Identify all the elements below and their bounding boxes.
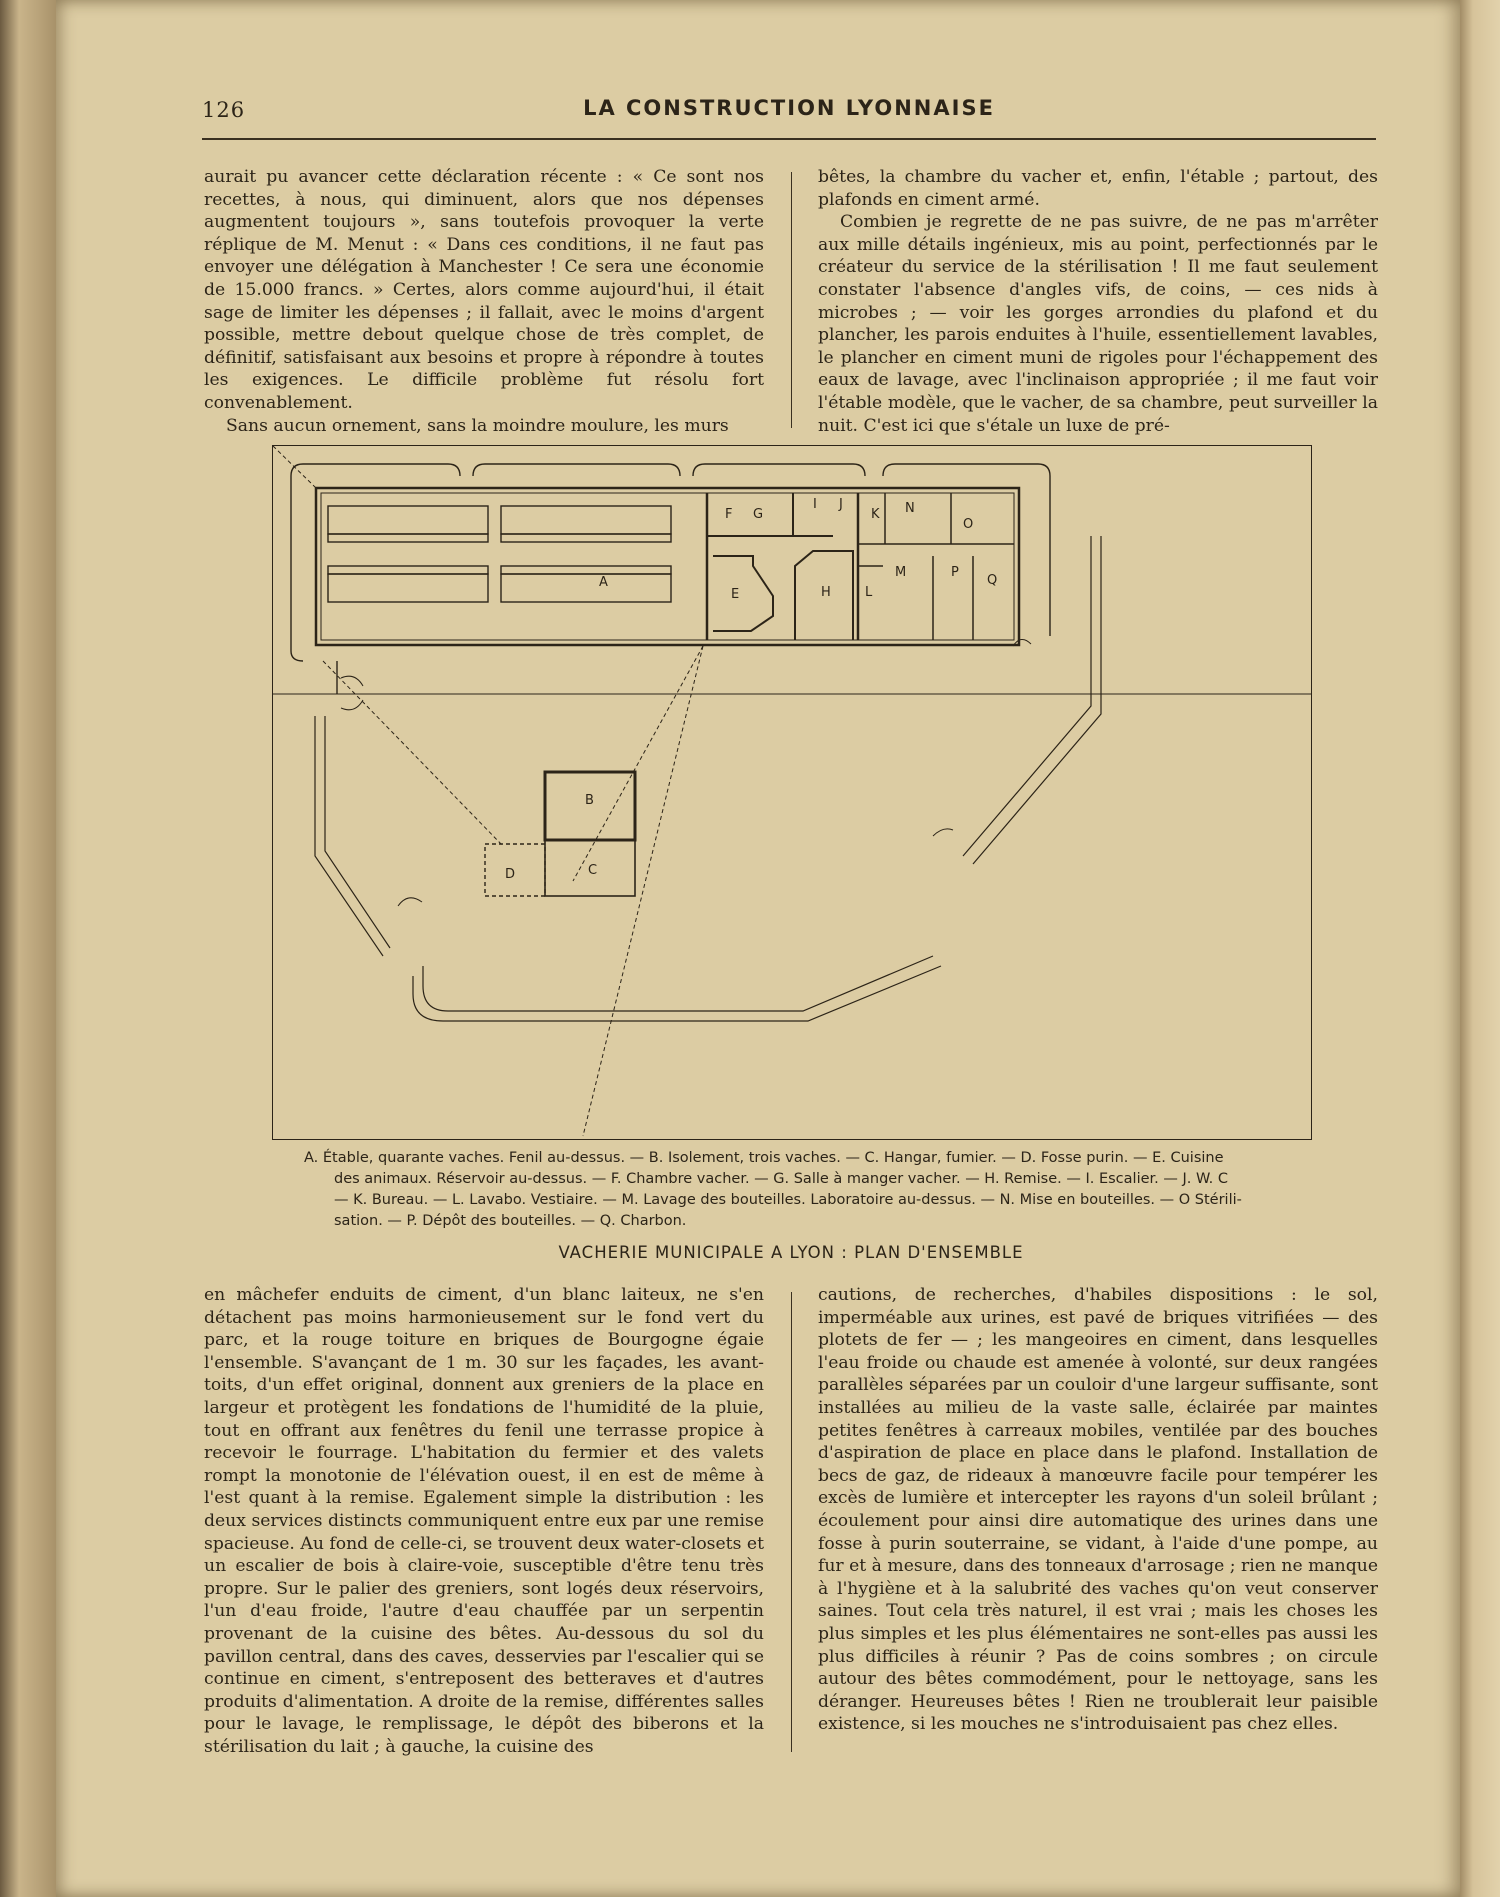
column-divider [791,172,792,428]
room-label: D [505,867,516,882]
room-label: J [839,497,843,512]
figure-caption: VACHERIE MUNICIPALE A LYON : PLAN D'ENSEMBLE [558,1243,1024,1262]
legend-line: A. Étable, quarante vaches. Fenil au-dessus. — B. Isolement, trois vaches. — C. Hangar, fumier. — D. Fosse purin. — E. Cuisine [304,1150,1224,1166]
journal-title: LA CONSTRUCTION LYONNAISE [583,96,995,120]
top-left-column [204,166,764,437]
room-label: A [599,575,608,590]
page-number: 126 [202,98,246,122]
paragraph: cautions, de recherches, d'habiles dispositions : le sol, imperméable aux urines, est pavé de briques vitrifiées — des plotets de fer — ; les mangeoires en ciment, dans lesquelles l'eau froide ou chaude est amenée à volonté, sur deux rangées parallèles séparées par un couloir d'une largeur suffisante, sont installées au milieu de la vaste salle, éclairée par maintes petites fenêtres à carreaux mobiles, ventilée par des bouches d'aspiration de place en place dans le plafond. Installation de becs de gaz, de rideaux à manœuvre facile pour tempérer les excès de lumière et intercepter les rayons d'un soleil brûlant ; écoulement pour ainsi dire automatique des urines dans une fosse à purin souterraine, se vidant, à l'aide d'une pompe, au fur et à mesure, dans des tonneaux d'arrosage ; rien ne manque à l'hygiène et à la salubrité des vaches qu'on veut conserver saines. Tout cela très naturel, il est vrai ; mais les choses les plus simples et les plus élémentaires ne sont-elles pas aussi les plus difficiles à réunir ? Pas de coins sombres ; on circule autour des bêtes commodément, pour le nettoyage, sans les déranger. Heureuses bêtes ! Rien ne troublerait leur paisible existence, si les mouches ne s'introduisaient pas chez elles. [818,1285,1378,1735]
room-label: N [905,501,915,516]
left-page-edges [0,0,64,1897]
site-plan-drawing [273,446,1311,1139]
bottom-left-column [204,1284,764,1758]
legend-line: des animaux. Réservoir au-dessus. — F. Chambre vacher. — G. Salle à manger vacher. — H. Remise. — I. Escalier. — J. W. C [334,1171,1228,1187]
next-page-edge [1455,0,1500,1897]
room-label: Q [987,573,998,588]
paragraph: Combien je regrette de ne pas suivre, de ne pas m'arrêter aux mille détails ingénieux, mis au point, perfectionnés par le créateur du service de la stérilisation ! Il me faut seulement constater l'absence d'angles vifs, de coins, — ces nids à microbes ; — voir les gorges arrondies du plafond et du plancher, les parois enduites à l'huile, essentiellement lavables, le plancher en ciment muni de rigoles pour l'échappement des eaux de lavage, avec l'inclinaison appropriée ; il me faut voir l'étable modèle, que le vacher, de sa chambre, peut surveiller la nuit. C'est ici que s'étale un luxe de pré- [818,212,1378,436]
room-label: I [813,497,817,512]
bottom-right-column [818,1284,1378,1736]
paragraph: aurait pu avancer cette déclaration récente : « Ce sont nos recettes, à nous, qui diminuent, alors que nos dépenses augmentent toujours », sans toutefois provoquer la verte réplique de M. Menut : « Dans ces conditions, il ne faut pas envoyer une délégation à Manchester ! Ce sera une économie de 15.000 francs. » Certes, alors comme aujourd'hui, il était sage de limiter les dépenses ; il fallait, avec le moins d'argent possible, mettre debout quelque chose de très complet, de définitif, satisfaisant aux besoins et propre à répondre à toutes les exigences. Le difficile problème fut résolu fort convenablement. [204,167,764,413]
room-label: M [895,565,907,580]
paragraph: en mâchefer enduits de ciment, d'un blanc laiteux, ne s'en détachent pas moins harmonieusement sur le fond vert du parc, et la rouge toiture en briques de Bourgogne égaie l'ensemble. S'avançant de 1 m. 30 sur les façades, les avant-toits, d'un effet original, donnent aux greniers de la place en largeur et protègent les fondations de l'humidité de la pluie, tout en offrant aux fenêtres du fenil une terrasse propice à recevoir le fourrage. L'habitation du fermier et des valets rompt la monotonie de l'élévation ouest, il en est de même à l'est quant à la remise. Egalement simple la distribution : les deux services distincts communiquent entre eux par une remise spacieuse. Au fond de celle-ci, se trouvent deux water-closets et un escalier de bois à claire-voie, susceptible d'être tenu très propre. Sur le palier des greniers, sont logés deux réservoirs, l'un d'eau froide, l'autre d'eau chauffée par un serpentin provenant de la cuisine des bêtes. Au-dessous du sol du pavillon central, dans des caves, desservies par l'escalier qui se continue en ciment, s'entreposent des betteraves et d'autres produits d'alimentation. A droite de la remise, différentes salles pour le lavage, le remplissage, le dépôt des biberons et la stérilisation du lait ; à gauche, la cuisine des [204,1285,764,1757]
top-right-column [818,166,1378,437]
paragraph: bêtes, la chambre du vacher et, enfin, l'étable ; partout, des plafonds en ciment armé. [818,167,1378,210]
room-label: P [951,565,959,580]
header-rule [202,138,1376,140]
figure-legend [304,1148,1284,1232]
room-label: K [871,507,880,522]
legend-line: — K. Bureau. — L. Lavabo. Vestiaire. — M. Lavage des bouteilles. Laboratoire au-dessus. — N. Mise en bouteilles. — O Stérili- [334,1192,1242,1208]
room-label: E [731,587,740,602]
running-header [202,96,1376,140]
room-label: F [725,507,733,522]
room-label: C [588,863,598,878]
legend-line: sation. — P. Dépôt des bouteilles. — Q. Charbon. [334,1213,687,1229]
site-plan-figure [272,445,1312,1140]
room-label: B [585,793,594,808]
room-label: O [963,517,974,532]
column-divider [791,1292,792,1752]
room-label: H [821,585,831,600]
room-label: G [753,507,764,522]
paragraph: Sans aucun ornement, sans la moindre moulure, les murs [226,415,729,436]
room-label: L [865,585,873,600]
